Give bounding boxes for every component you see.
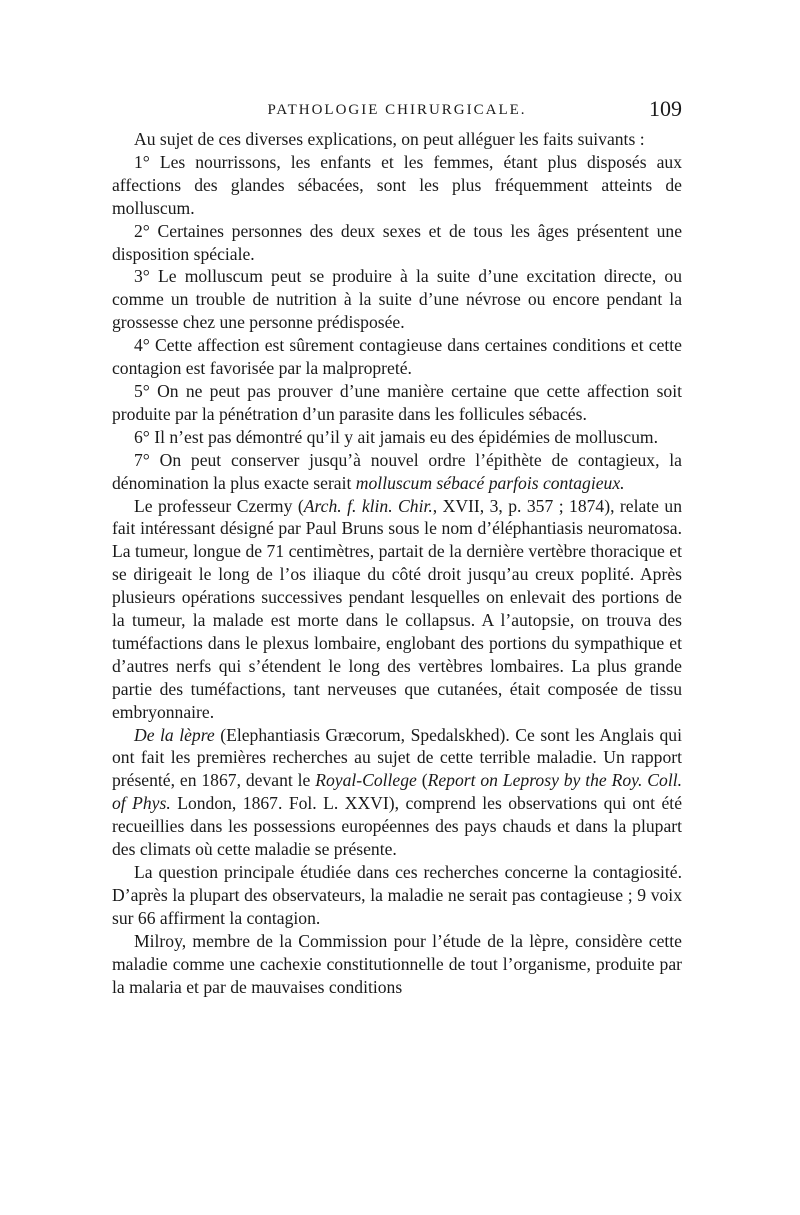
italic-text: De la lèpre [134, 724, 215, 745]
text-run: 4° Cette affection est sûrement contagieuse dans certaines conditions et cette contagion est favorisée par la malpropreté. [112, 335, 682, 379]
italic-text: molluscum sébacé parfois contagieux. [355, 472, 625, 493]
text-run: 5° On ne peut pas prouver d’une manière certaine que cette affection soit produite par la pénétration d’un parasite dans les follicules sébacés. [112, 380, 682, 424]
paragraph [112, 128, 682, 151]
italic-text: Arch. f. klin. Chir. [303, 495, 433, 516]
running-head [112, 96, 682, 128]
text-run: London, 1867. Fol. L. XXVI), comprend les observations qui ont été recueillies dans les possessions européennes des pays chauds et dans la plupart des climats où cette maladie se présente. [112, 793, 683, 860]
paragraph [112, 930, 682, 999]
text-run: 7° On peut conserver jusqu’à nouvel ordre l’épithète de contagieux, la dénomination la plus exacte serait [112, 449, 682, 493]
text-run: , XVII, 3, p. 357 ; 1874), relate un fait intéressant désigné par Paul Bruns sous le nom d’éléphantiasis neuromatosa. La tumeur, longue de 71 centimètres, partait de la dernière vertèbre thoracique et se dirigeait le long de l’os iliaque du côté droit jusqu’au creux poplité. Après plusieurs opérations successives pendant lesquelles on enlevait des portions de la tumeur, la malade est morte dans le collapsus. A l’autopsie, on trouva des tuméfactions dans le plexus lombaire, englobant des portions du sympathique et d’autres nerfs qui s’étendent le long des vertèbres lombaires. La plus grande partie des tuméfactions, tant nerveuses que cutanées, était composée de tissu embryonnaire. [112, 495, 683, 722]
text-run: 1° Les nourrissons, les enfants et les femmes, étant plus disposés aux affections des glandes sébacées, sont les plus fréquemment atteints de molluscum. [112, 151, 682, 218]
text-run: Le professeur Czermy ( [134, 495, 304, 516]
page-number: 109 [649, 96, 682, 121]
paragraph [112, 724, 682, 861]
paragraph [112, 334, 682, 380]
paragraph [112, 449, 682, 495]
body-text [112, 128, 682, 998]
paragraph [112, 265, 682, 334]
paragraph [112, 220, 682, 266]
text-run: 2° Certaines personnes des deux sexes et de tous les âges présentent une disposition spéciale. [112, 220, 682, 264]
text-run: Au sujet de ces diverses explications, on peut alléguer les faits suivants : [134, 129, 645, 149]
paragraph [112, 151, 682, 220]
paragraph [112, 426, 682, 449]
text-run: ( [416, 770, 428, 791]
paragraph [112, 861, 682, 930]
paragraph [112, 380, 682, 426]
running-title: PATHOLOGIE CHIRURGICALE. [267, 102, 527, 118]
italic-text: Report on Leprosy by the Roy. Coll. of Phys. [112, 770, 682, 814]
text-run: (Elephantiasis Græcorum, Spedalskhed). Ce sont les Anglais qui ont fait les premières recherches au sujet de cette terrible maladie. Un rapport présenté, en 1867, devant le [112, 724, 682, 791]
paragraph [112, 495, 682, 724]
text-run: La question principale étudiée dans ces recherches concerne la contagiosité. D’après la plupart des observateurs, la maladie ne serait pas contagieuse ; 9 voix sur 66 affirment la contagion. [112, 862, 682, 928]
text-run: 3° Le molluscum peut se produire à la suite d’une excitation directe, ou comme un trouble de nutrition à la suite d’une névrose ou encore pendant la grossesse chez une personne prédisposée. [112, 266, 682, 333]
text-run: Milroy, membre de la Commission pour l’étude de la lèpre, considère cette maladie comme une cachexie constitutionnelle de tout l’organisme, produite par la malaria et par de mauvaises conditions [112, 930, 682, 997]
text-run: 6° Il n’est pas démontré qu’il y ait jamais eu des épidémies de molluscum. [134, 426, 658, 447]
italic-text: Royal-College [315, 770, 417, 791]
